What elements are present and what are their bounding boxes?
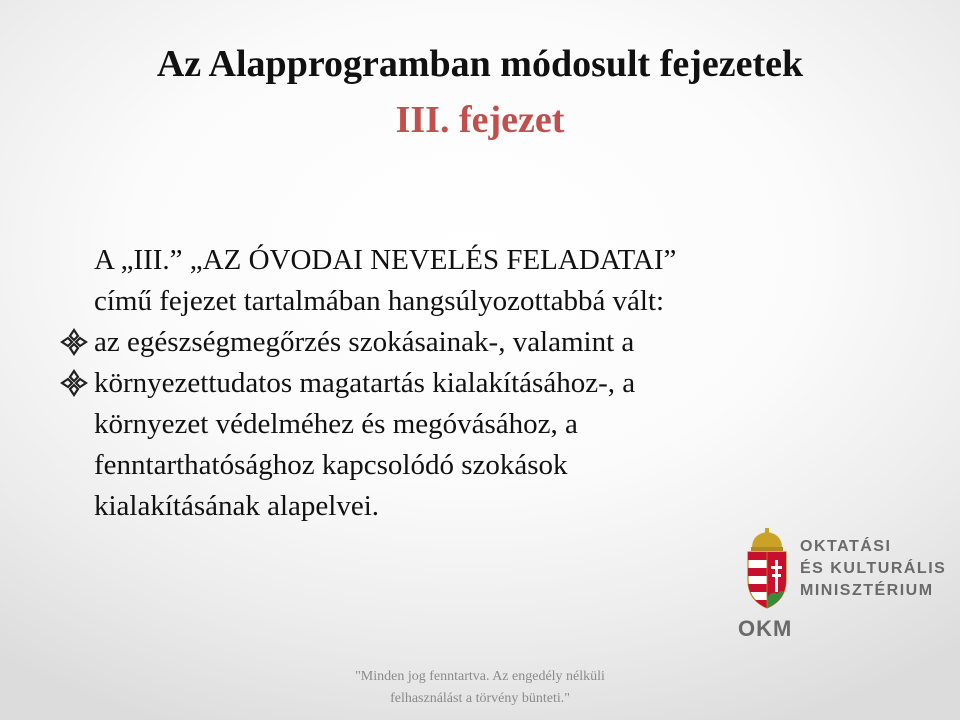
logo-line: OKTATÁSI bbox=[800, 538, 892, 555]
slide-body bbox=[94, 240, 914, 527]
intro-line: A „III.” „AZ ÓVODAI NEVELÉS FELADATAI” bbox=[94, 244, 677, 276]
diamond-bullet-icon bbox=[60, 328, 88, 356]
slide-subtitle: III. fejezet bbox=[395, 99, 565, 141]
bullet-line-text: az egészségmegőrzés szokásainak-, valamint a bbox=[94, 326, 635, 358]
diamond-bullet-icon bbox=[60, 369, 88, 397]
bullet-line-text: fenntarthatósághoz kapcsolódó szokások bbox=[94, 449, 568, 481]
bullet-line-text: kialakításának alapelvei. bbox=[94, 490, 380, 522]
bullet-item bbox=[94, 322, 914, 363]
bullet-item bbox=[94, 363, 914, 527]
copyright-line: felhasználást a törvény bünteti." bbox=[390, 691, 570, 706]
ministry-logo bbox=[738, 528, 947, 648]
logo-text bbox=[800, 536, 946, 602]
bullet-line-text: környezettudatos magatartás kialakításához-, a bbox=[94, 367, 636, 399]
logo-line: MINISZTÉRIUM bbox=[800, 582, 934, 599]
copyright-notice bbox=[330, 666, 630, 710]
bullet-line-text: környezet védelméhez és megóvásához, a bbox=[94, 408, 578, 440]
logo-abbreviation: OKM bbox=[738, 616, 793, 641]
copyright-line: "Minden jog fenntartva. Az engedély nélküli bbox=[355, 669, 605, 684]
hungarian-crest-icon bbox=[742, 528, 792, 610]
intro-line: című fejezet tartalmában hangsúlyozottabbá vált: bbox=[94, 285, 665, 317]
logo-line: ÉS KULTURÁLIS bbox=[800, 560, 947, 577]
slide-title: Az Alapprogramban módosult fejezetek bbox=[156, 43, 804, 85]
